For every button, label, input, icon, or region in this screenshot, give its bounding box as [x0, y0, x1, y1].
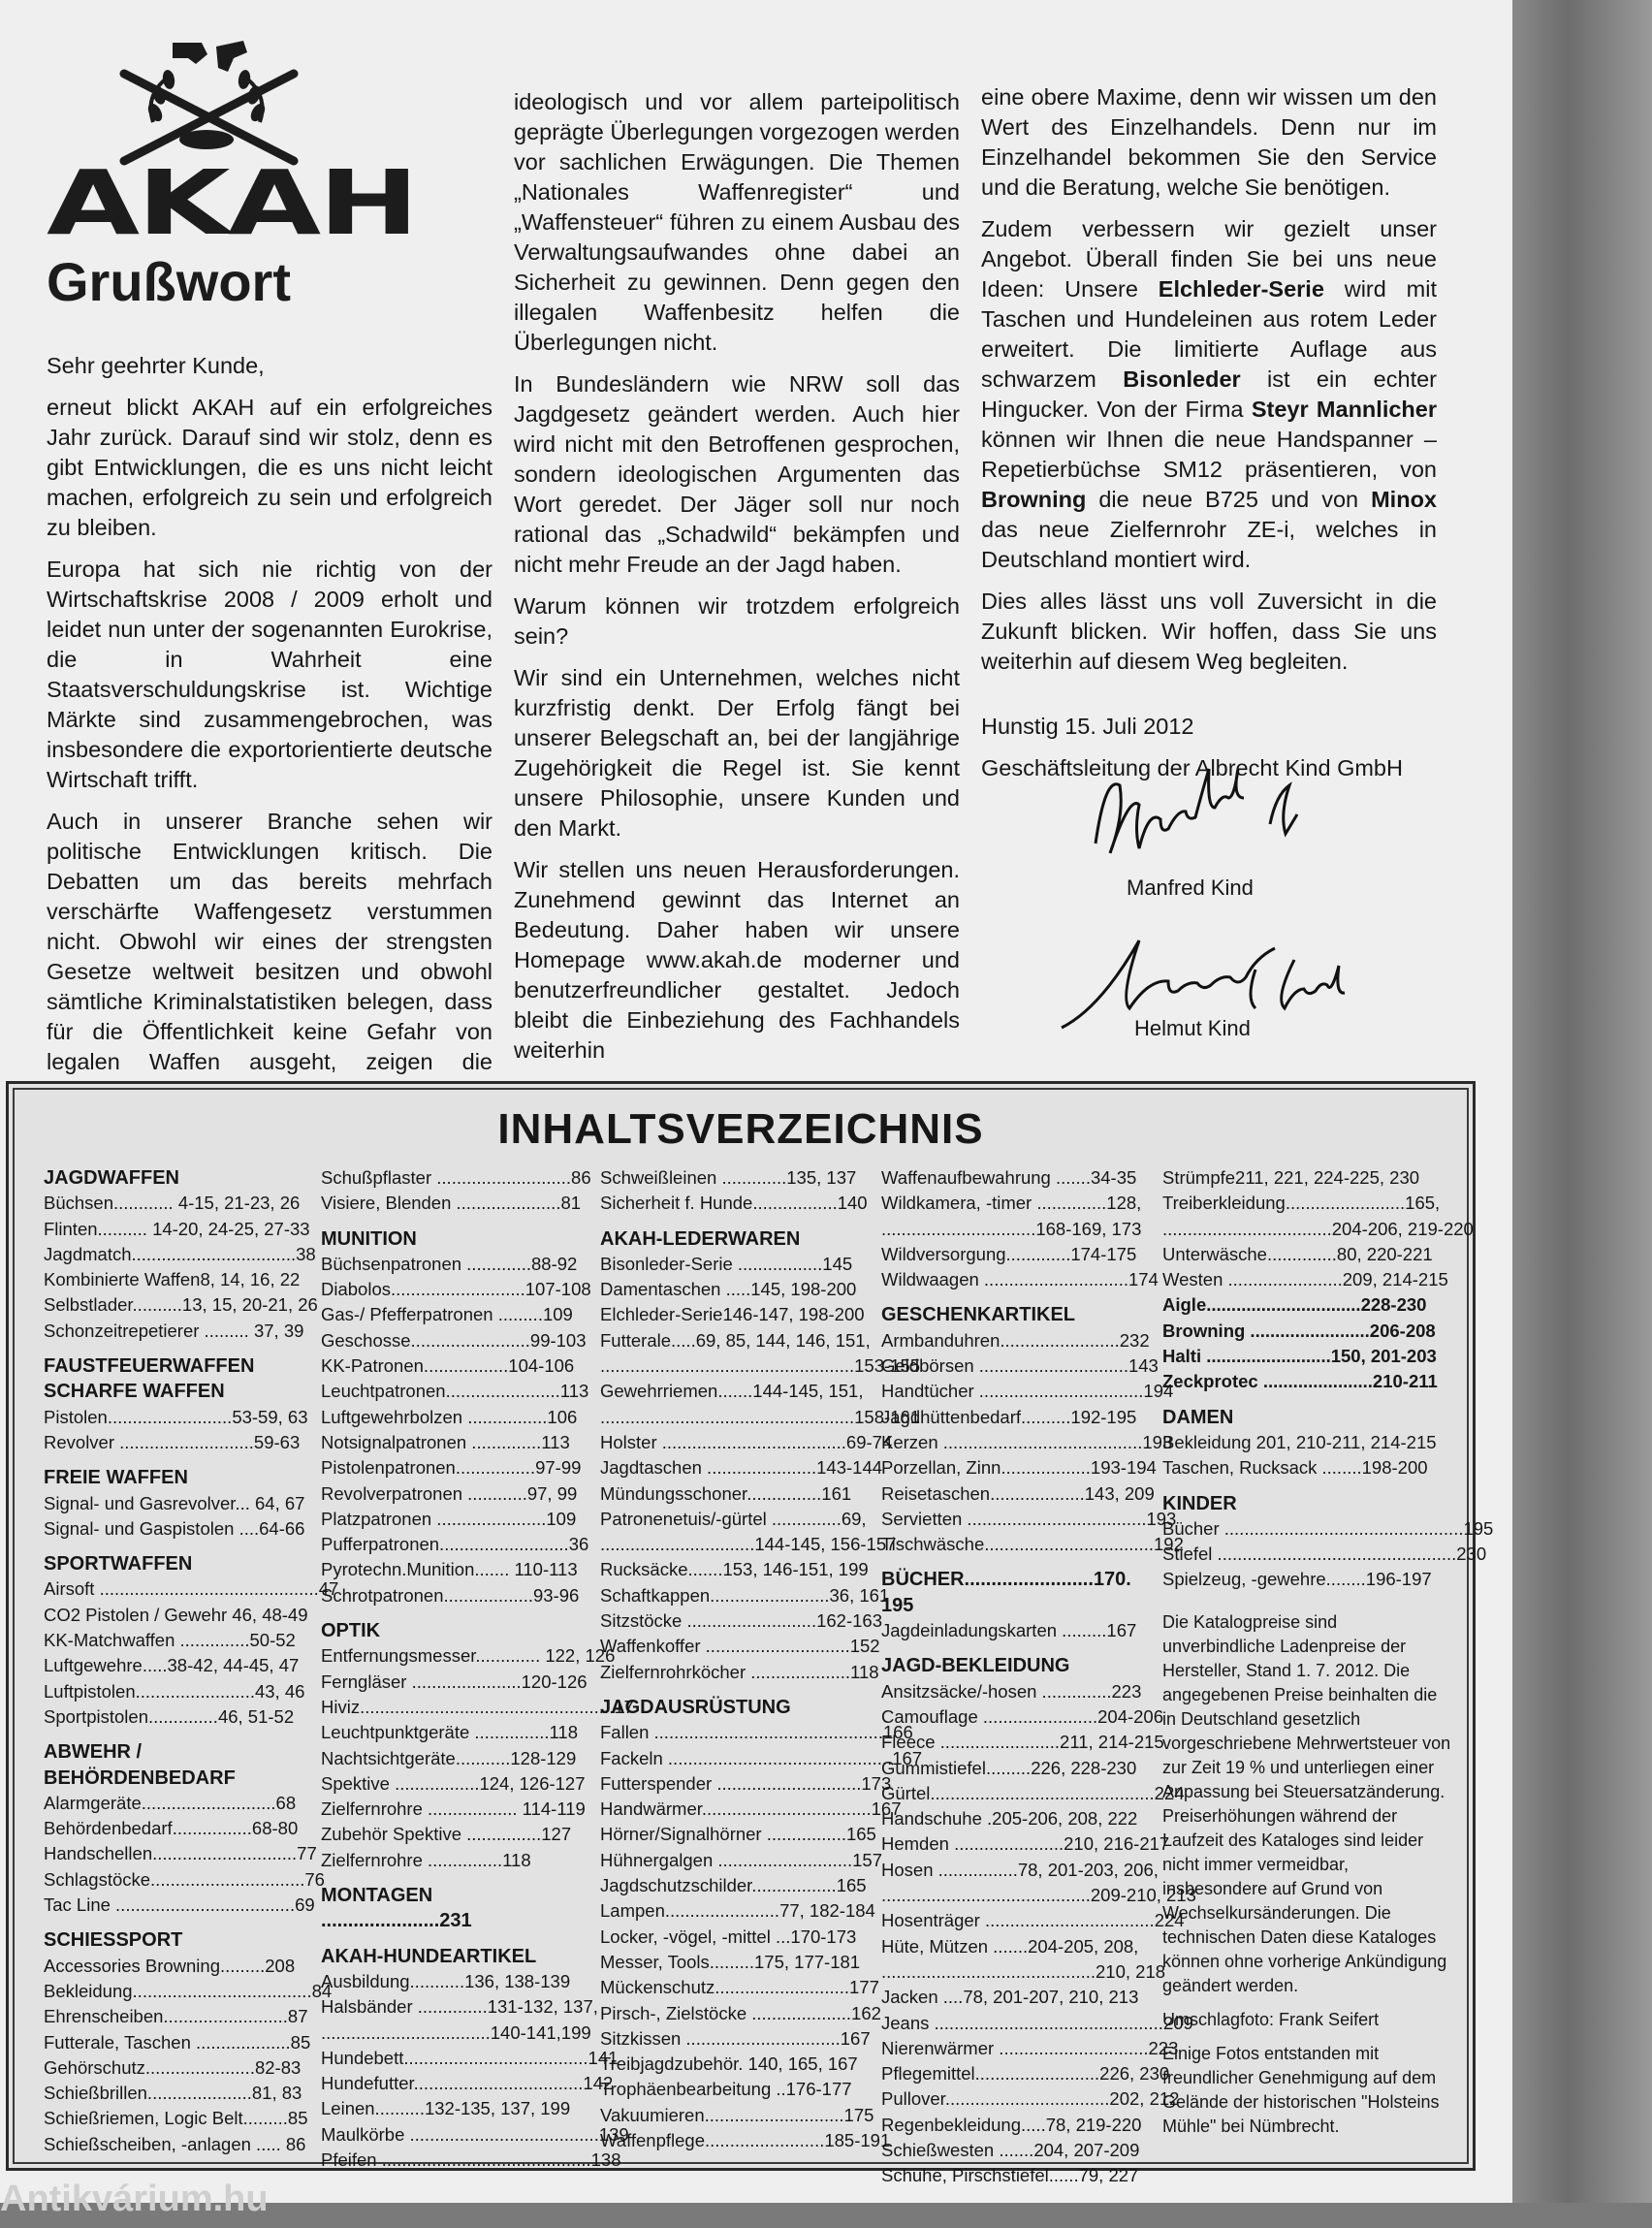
toc-entry: Gewehrriemen.......144-145, 151, — [600, 1381, 864, 1402]
toc-entry: Bekleidung 201, 210-211, 214-215 — [1162, 1431, 1437, 1452]
letter-column-3 — [981, 82, 1437, 795]
toc-column-5-list — [1162, 1165, 1494, 1593]
toc-section-heading: JAGDAUSRÜSTUNG — [600, 1696, 791, 1718]
toc-entry: Alarmgeräte...........................68 — [44, 1792, 297, 1813]
letter-paragraph: Europa hat sich nie richtig von der Wirtschaftskrise 2008 / 2009 erholt und leidet nun unter der sogenannten Eurokrise, die in Wahrheit eine Staatsverschuldungskrise ist. Wichtige Märkte sind zusammengebrochen, was insbesondere die exportorientierte deutsche Wirtschaft trifft. — [47, 557, 492, 792]
toc-section-heading: SCHARFE WAFFEN — [44, 1381, 225, 1403]
toc-entry: Pflegemittel.........................226, 230 — [881, 2063, 1170, 2085]
toc-entry: Platzpatronen ......................109 — [321, 1508, 577, 1529]
toc-brand-entry: Browning ........................206-208 — [1162, 1320, 1436, 1341]
toc-section-heading: SCHIESSPORT — [44, 1929, 183, 1952]
text: ist ein echter Hingucker. Von der Firma — [981, 366, 1437, 422]
company-line: Geschäftsleitung der Albrecht Kind GmbH — [981, 755, 1403, 780]
toc-entry: Hiviz...................................................17 — [321, 1696, 634, 1717]
toc-entry: Holster .....................................69-74 — [600, 1431, 893, 1452]
toc-entry: Westen .......................209, 214-215 — [1162, 1269, 1448, 1290]
toc-entry: Spielzeug, -gewehre........196-197 — [1162, 1569, 1432, 1590]
toc-entry: Fleece ........................211, 214-215 — [881, 1732, 1164, 1753]
toc-entry: Sitzkissen ...............................167 — [600, 2027, 871, 2049]
toc-column-3 — [600, 1165, 923, 2153]
toc-entry: Nierenwärmer ..............................223 — [881, 2037, 1179, 2058]
toc-section-heading: KINDER — [1162, 1492, 1237, 1514]
toc-entry: Pistolen.........................53-59, 63 — [44, 1406, 308, 1427]
toc-section-heading: MONTAGEN ......................231 — [321, 1885, 472, 1932]
toc-entry: Futterspender .............................173 — [600, 1772, 892, 1794]
toc-entry: Sportpistolen..............46, 51-52 — [44, 1705, 295, 1727]
toc-entry: Treibjagdzubehör. 140, 165, 167 — [600, 2053, 858, 2075]
toc-entry: Nachtsichtgeräte...........128-129 — [321, 1747, 577, 1768]
toc-entry: ..........................................209-210, 213 — [881, 1885, 1196, 1906]
toc-section-heading: BEHÖRDENBEDARF — [44, 1766, 236, 1789]
toc-entry: ...................................................158-161 — [600, 1406, 921, 1427]
toc-brand-entry: Aigle...............................228-230 — [1162, 1294, 1427, 1316]
letter-paragraph: Auch in unserer Branche sehen wir politische Entwicklungen kritisch. Die Debatten um das bereits mehrfach verschärfte Waffengesetz verstummen nicht. Obwohl wir eines der strengsten Gesetze weltweit besitzen und obwohl sämtliche Kriminalstatistiken belegen, dass für die Öffentlichkeit keine Gefahr von legalen Waffen ausgeht, zeigen die — [47, 809, 492, 1074]
crossed-rifles-emblem-icon — [47, 35, 376, 171]
text: wird mit Taschen und Hundeleinen aus rotem Leder erweitert. Die limitierte Auflage aus schwarzem — [981, 276, 1437, 392]
toc-entry: Revolverpatronen ............97, 99 — [321, 1482, 578, 1504]
toc-entry: Bekleidung....................................84 — [44, 1980, 333, 2001]
toc-entry: Hühnergalgen ...........................157 — [600, 1849, 883, 1870]
toc-entry: Stiefel ................................................230 — [1162, 1544, 1487, 1565]
toc-entry: Zielfernrohrköcher ....................118 — [600, 1661, 879, 1682]
toc-entry: Schießbrillen.....................81, 83 — [44, 2083, 302, 2104]
letter-paragraph: eine obere Maxime, denn wir wissen um den Wert des Einzelhandels. Denn nur im Einzelhandel bekommen Sie den Service und die Beratung, welche Sie benötigen. — [981, 84, 1437, 200]
photo-location-note: Einige Fotos entstanden mit freundlicher Genehmigung auf dem Gelände der historischen "Holsteins Mühle" bei Nümbrecht. — [1162, 2043, 1440, 2136]
toc-entry: Jagdschutzschilder.................165 — [600, 1875, 867, 1896]
toc-entry: Schweißleinen .............135, 137 — [600, 1167, 857, 1188]
toc-entry: Porzellan, Zinn..................193-194 — [881, 1457, 1157, 1479]
logo-wordmark: AKAH — [47, 151, 417, 255]
toc-section-heading: AKAH-LEDERWAREN — [600, 1227, 801, 1250]
toc-entry: Mückenschutz...........................177 — [600, 1977, 879, 1998]
letter-paragraph — [981, 214, 1437, 575]
signer-name-1: Manfred Kind — [1127, 875, 1254, 900]
toc-entry: Leuchtpatronen.......................113 — [321, 1381, 589, 1402]
brand-bisonleder: Bisonleder — [1123, 366, 1241, 392]
toc-entry: Diabolos...........................107-108 — [321, 1279, 591, 1300]
toc-entry: Signal- und Gaspistolen ....64-66 — [44, 1517, 305, 1539]
salutation: Sehr geehrter Kunde, — [47, 353, 265, 378]
toc-entry: Sitzstöcke ..........................162-163 — [600, 1610, 882, 1632]
toc-title: INHALTSVERZEICHNIS — [497, 1105, 984, 1153]
toc-entry: Schießscheiben, -anlagen ..... 86 — [44, 2133, 306, 2154]
toc-section-heading: AKAH-HUNDEARTIKEL — [321, 1945, 537, 1967]
toc-section-heading: FAUSTFEUERWAFFEN — [44, 1355, 255, 1378]
letter-paragraph: Wir stellen uns neuen Herausforderungen. Zunehmend gewinnt das Internet an Bedeutung. Daher haben wir unsere Homepage www.akah.de moderner und benutzerfreundlicher gestaltet. Jedoch bleibt die Einbeziehung des Fachhandels weiterhin — [514, 857, 960, 1063]
letter-paragraph: erneut blickt AKAH auf ein erfolgreiches Jahr zurück. Darauf sind wir stolz, denn es gibt Entwicklungen, die es uns nicht leicht machen, erfolgreich zu sein und erfolgreich zu bleiben. — [47, 395, 492, 540]
toc-entry: Leinen..........132-135, 137, 199 — [321, 2098, 571, 2119]
toc-entry: Behördenbedarf................68-80 — [44, 1818, 299, 1839]
toc-entry: Pufferpatronen..........................36 — [321, 1534, 589, 1555]
toc-entry: Ansitzsäcke/-hosen ..............223 — [881, 1680, 1142, 1702]
toc-entry: Reisetaschen...................143, 209 — [881, 1482, 1155, 1504]
toc-entry: Rucksäcke.......153, 146-151, 199 — [600, 1559, 869, 1580]
toc-entry: Camouflage .......................204-206 — [881, 1705, 1164, 1727]
toc-entry: Pfeifen ..........................................138 — [321, 2148, 621, 2170]
toc-entry: Entfernungsmesser............. 122, 126 — [321, 1645, 616, 1667]
toc-section-heading: JAGD-BEKLEIDUNG — [881, 1655, 1070, 1677]
toc-entry: Damentaschen .....145, 198-200 — [600, 1279, 857, 1300]
toc-entry: Schußpflaster ...........................86 — [321, 1167, 591, 1188]
watermark: Antikvárium.hu — [0, 2179, 269, 2219]
toc-entry: Jagdhüttenbedarf..........192-195 — [881, 1406, 1137, 1427]
toc-entry: Pyrotechn.Munition....... 110-113 — [321, 1559, 578, 1580]
toc-entry: Ferngläser ......................120-126 — [321, 1671, 588, 1692]
letter-paragraph: Wir sind ein Unternehmen, welches nicht kurzfristig denkt. Der Erfolg fängt bei unserer Belegschaft an, bei der langjährige Zugehörigkeit die Regel ist. Sie kennt unsere Philosophie, unsere Kunden und den Markt. — [514, 665, 960, 841]
toc-entry: Hundefutter..................................142 — [321, 2073, 614, 2094]
toc-entry: Büchsen............ 4-15, 21-23, 26 — [44, 1193, 301, 1214]
toc-entry: Handschellen.............................77 — [44, 1843, 317, 1864]
toc-entry: Regenbekleidung.....78, 219-220 — [881, 2114, 1142, 2135]
toc-entry: Revolver ...........................59-63 — [44, 1431, 301, 1452]
toc-entry: Jagdmatch.................................38 — [44, 1243, 316, 1264]
akah-logo — [47, 35, 417, 255]
letter-paragraph: In Bundesländern wie NRW soll das Jagdgesetz geändert werden. Auch hier wird nicht mit den Betroffenen gesprochen, sondern ideologischen Argumenten das Wort geredet. Der Jäger soll nur noch rational das „Schadwild“ bekämpfen und nicht mehr Freude an der Jagd haben. — [514, 371, 960, 577]
toc-entry: Handschuhe .205-206, 208, 222 — [881, 1808, 1138, 1830]
toc-entry: Schlagstöcke...............................76 — [44, 1868, 325, 1890]
toc-entry: Geldbörsen ..............................143 — [881, 1355, 1159, 1377]
toc-entry: Pistolenpatronen................97-99 — [321, 1457, 582, 1479]
toc-entry: Kerzen ........................................193 — [881, 1431, 1173, 1452]
toc-entry: Futterale.....69, 85, 144, 146, 151, — [600, 1329, 871, 1351]
signature-manfred-icon — [1076, 766, 1328, 873]
toc-entry: Handtücher .................................194 — [881, 1381, 1174, 1402]
text: die neue B725 und von — [1086, 487, 1372, 512]
cover-photo-credit: Umschlagfoto: Frank Seifert — [1162, 2009, 1380, 2029]
toc-column-4 — [881, 1165, 1196, 2189]
toc-entry: Zielfernrohre .................. 114-119 — [321, 1798, 586, 1820]
toc-entry: Jagdeinladungskarten .........167 — [881, 1620, 1137, 1641]
letter-paragraph: ideologisch und vor allem parteipolitisch geprägte Überlegungen vorgezogen werden vor sachlichen Erwägungen. Die Themen „Nationales Waffenregister“ und „Waffensteuer“ führen zu einem Ausbau des Verwaltungsaufwandes ohne dabei an Sicherheit zu gewinnen. Denn gegen den illegalen Waffenbesitz helfen die Überlegungen nicht. — [514, 89, 960, 355]
toc-entry: Gehörschutz......................82-83 — [44, 2056, 302, 2078]
toc-entry: Hörner/Signalhörner ................165 — [600, 1824, 876, 1845]
toc-entry: Hosen ................78, 201-203, 206, — [881, 1859, 1159, 1880]
toc-entry: Hosenträger ..................................224 — [881, 1910, 1185, 1931]
toc-entry: Zubehör Spektive ...............127 — [321, 1824, 572, 1845]
letter-paragraph: Dies alles lässt uns voll Zuversicht in die Zukunft blicken. Wir hoffen, dass Sie uns weiterhin auf diesem Weg begleiten. — [981, 589, 1437, 674]
toc-entry: Lampen.......................77, 182-184 — [600, 1900, 875, 1922]
toc-column-2 — [321, 1165, 634, 2173]
letter-paragraph: Warum können wir trotzdem erfolgreich sein? — [514, 593, 960, 649]
toc-section-heading: FREIE WAFFEN — [44, 1467, 188, 1489]
toc-entry: Schaftkappen........................36, 161 — [600, 1584, 890, 1606]
brand-browning: Browning — [981, 487, 1087, 512]
toc-entry: Jagdtaschen ......................143-144 — [600, 1457, 883, 1479]
toc-entry: Gas-/ Pfefferpatronen .........109 — [321, 1304, 573, 1325]
toc-entry: Wildversorgung.............174-175 — [881, 1243, 1137, 1264]
toc-entry: Airsoft ............................................47 — [44, 1578, 339, 1600]
toc-entry: Waffenaufbewahrung .......34-35 — [881, 1167, 1137, 1188]
toc-column-5 — [1162, 1165, 1494, 2139]
toc-entry: Jacken ....78, 201-207, 210, 213 — [881, 1987, 1139, 2008]
toc-entry: Wildwaagen .............................174 — [881, 1269, 1159, 1290]
brand-elchleder: Elchleder-Serie — [1158, 276, 1324, 302]
page-title: Grußwort — [47, 251, 291, 312]
toc-entry: Elchleder-Serie146-147, 198-200 — [600, 1304, 865, 1325]
toc-entry: Büchsenpatronen .............88-92 — [321, 1253, 578, 1274]
adjacent-page-edge — [1512, 0, 1652, 2203]
toc-entry: Strümpfe211, 221, 224-225, 230 — [1162, 1167, 1420, 1188]
letter-column-1 — [47, 351, 492, 1119]
toc-section-heading: GESCHENKARTIKEL — [881, 1304, 1076, 1326]
toc-entry: Servietten ....................................193 — [881, 1508, 1177, 1529]
text: können wir Ihnen die neue Handspanner – Repetierbüchse SM12 präsentieren, von — [981, 427, 1437, 482]
toc-entry: Bücher ................................................195 — [1162, 1517, 1494, 1539]
signer-name-2: Helmut Kind — [1134, 1016, 1251, 1040]
toc-entry: Spektive .................124, 126-127 — [321, 1772, 586, 1794]
toc-entry: Gürtel.............................................224 — [881, 1782, 1185, 1803]
toc-entry: Schuhe, Pirschstiefel......79, 227 — [881, 2165, 1139, 2186]
toc-section-heading: JAGDWAFFEN — [44, 1167, 179, 1189]
toc-entry: ...............................144-145, 156-157 — [600, 1534, 897, 1555]
toc-entry: ...........................................210, 218 — [881, 1960, 1166, 1982]
toc-entry: Hundebett.....................................141 — [321, 2047, 619, 2068]
toc-entry: Fallen ..............................................166 — [600, 1722, 913, 1743]
toc-entry: Zielfernrohre ...............118 — [321, 1849, 531, 1870]
toc-entry: Treiberkleidung........................165, — [1162, 1193, 1441, 1214]
toc-entry: Unterwäsche..............80, 220-221 — [1162, 1243, 1433, 1264]
toc-entry: Locker, -vögel, -mittel ...170-173 — [600, 1926, 857, 1947]
toc-entry: Maulkörbe ......................................139 — [321, 2123, 629, 2145]
price-note: Die Katalogpreise sind unverbindliche Ladenpreise der Hersteller, Stand 1. 7. 2012. Die angegebenen Preise beinhalten die in Deutschland gesetzlich vorgeschriebene Mehrwertsteuer von zur Zeit 19 % und unterliegen einer Anpassung bei Steuersatzänderung. Preiserhöhungen während der Laufzeit des Kataloges sind leider nicht immer vermeidbar, insbesondere auf Grund von Wechselkursänderungen. Die technischen Daten diese Kataloges können ohne vorherige Ankündigung geändert werden. — [1162, 1611, 1451, 1995]
toc-entry: KK-Patronen.................104-106 — [321, 1355, 575, 1377]
letter-column-2 — [514, 87, 960, 1077]
toc-entry: Fackeln .............................................167 — [600, 1747, 923, 1768]
toc-entry: Messer, Tools.........175, 177-181 — [600, 1951, 861, 1972]
toc-entry: Pirsch-, Zielstöcke ....................162 — [600, 2002, 881, 2023]
toc-entry: Schießriemen, Logic Belt.........85 — [44, 2108, 308, 2129]
toc-entry: KK-Matchwaffen ..............50-52 — [44, 1630, 296, 1651]
toc-entry: Wildkamera, -timer ..............128, — [881, 1193, 1142, 1214]
toc-section-heading: OPTIK — [321, 1620, 381, 1642]
toc-entry: Bisonleder-Serie .................145 — [600, 1253, 853, 1274]
toc-entry: Sicherheit f. Hunde.................140 — [600, 1193, 868, 1214]
toc-section-heading: ABWEHR / — [44, 1741, 143, 1764]
toc-entry: Vakuumieren............................175 — [600, 2104, 874, 2125]
toc-entry: Jeans ..............................................209 — [881, 2012, 1193, 2033]
toc-entry: Trophäenbearbeitung ..176-177 — [600, 2079, 852, 2100]
toc-entry: Signal- und Gasrevolver... 64, 67 — [44, 1492, 305, 1513]
toc-entry: Luftgewehrbolzen ................106 — [321, 1406, 578, 1427]
toc-entry: Leuchtpunktgeräte ...............118 — [321, 1722, 578, 1743]
toc-brand-entry: Halti .........................150, 201-203 — [1162, 1346, 1437, 1367]
toc-entry: Tac Line ....................................69 — [44, 1894, 315, 1916]
brand-minox: Minox — [1371, 487, 1437, 512]
toc-entry: Flinten.......... 14-20, 24-25, 27-33 — [44, 1218, 310, 1239]
table-of-contents — [6, 1081, 1494, 2186]
toc-entry: ..................................204-206, 219-220 — [1162, 1218, 1474, 1239]
toc-section-heading: SPORTWAFFEN — [44, 1553, 193, 1576]
toc-entry: Schrotpatronen..................93-96 — [321, 1584, 580, 1606]
toc-entry: Patronenetuis/-gürtel ..............69, — [600, 1508, 867, 1529]
toc-entry: Selbstlader..........13, 15, 20-21, 26 — [44, 1294, 318, 1316]
toc-entry: Taschen, Rucksack ........198-200 — [1162, 1457, 1428, 1479]
toc-entry: Ehrenscheiben.........................87 — [44, 2006, 308, 2027]
toc-entry: Schießwesten .......204, 207-209 — [881, 2139, 1140, 2160]
brand-steyr: Steyr Mannlicher — [1251, 397, 1437, 422]
toc-entry: ...............................168-169, 173 — [881, 1218, 1142, 1239]
toc-entry: Futterale, Taschen ...................85 — [44, 2031, 311, 2053]
toc-entry: Kombinierte Waffen8, 14, 16, 22 — [44, 1269, 301, 1290]
toc-section-heading: DAMEN — [1162, 1406, 1234, 1428]
toc-entry: Tischwäsche..................................192 — [881, 1534, 1184, 1555]
toc-entry: Gummistiefel.........226, 228-230 — [881, 1757, 1137, 1778]
toc-entry: Ausbildung...........136, 138-139 — [321, 1970, 571, 1991]
toc-entry: Halsbänder ..............131-132, 137, — [321, 1996, 598, 2018]
toc-entry: Pullover.................................202, 212 — [881, 2088, 1180, 2110]
toc-section-heading: MUNITION — [321, 1227, 417, 1250]
toc-entry: Handwärmer..................................167 — [600, 1798, 902, 1820]
toc-entry: Notsignalpatronen ..............113 — [321, 1431, 570, 1452]
toc-entry: ...................................................153-155 — [600, 1355, 921, 1377]
toc-entry: Luftpistolen........................43, 46 — [44, 1680, 305, 1702]
toc-entry: Schonzeitrepetierer ......... 37, 39 — [44, 1320, 304, 1341]
toc-brand-entry: Zeckprotec ......................210-211 — [1162, 1371, 1438, 1392]
toc-frame — [13, 1088, 1494, 2186]
toc-entry: Waffenkoffer .............................152 — [600, 1636, 880, 1657]
toc-entry: Armbanduhren........................232 — [881, 1329, 1150, 1351]
toc-entry: Mündungsschoner...............161 — [600, 1482, 852, 1504]
toc-entry: CO2 Pistolen / Gewehr 46, 48-49 — [44, 1604, 308, 1625]
toc-entry: Accessories Browning.........208 — [44, 1955, 296, 1976]
toc-entry: ..................................140-141,199 — [321, 2021, 591, 2043]
toc-entry: Hüte, Mützen .......204-205, 208, — [881, 1935, 1139, 1957]
toc-section-heading: BÜCHER........................170. 195 — [881, 1569, 1131, 1616]
toc-entry: Luftgewehre.....38-42, 44-45, 47 — [44, 1655, 300, 1676]
text: Zudem verbessern wir gezielt unser Angebot. Überall finden Sie bei uns neue Ideen: Unsere — [981, 216, 1437, 302]
toc-entry: Geschosse........................99-103 — [321, 1329, 587, 1351]
toc-entry: Hemden ......................210, 216-217 — [881, 1833, 1170, 1855]
toc-column-1 — [44, 1165, 339, 2157]
toc-entry: Visiere, Blenden .....................81 — [321, 1193, 582, 1214]
place-date: Hunstig 15. Juli 2012 — [981, 714, 1194, 739]
toc-entry: Waffenpflege........................185-191 — [600, 2129, 891, 2150]
text: das neue Zielfernrohr ZE-i, welches in Deutschland montiert wird. — [981, 517, 1437, 572]
